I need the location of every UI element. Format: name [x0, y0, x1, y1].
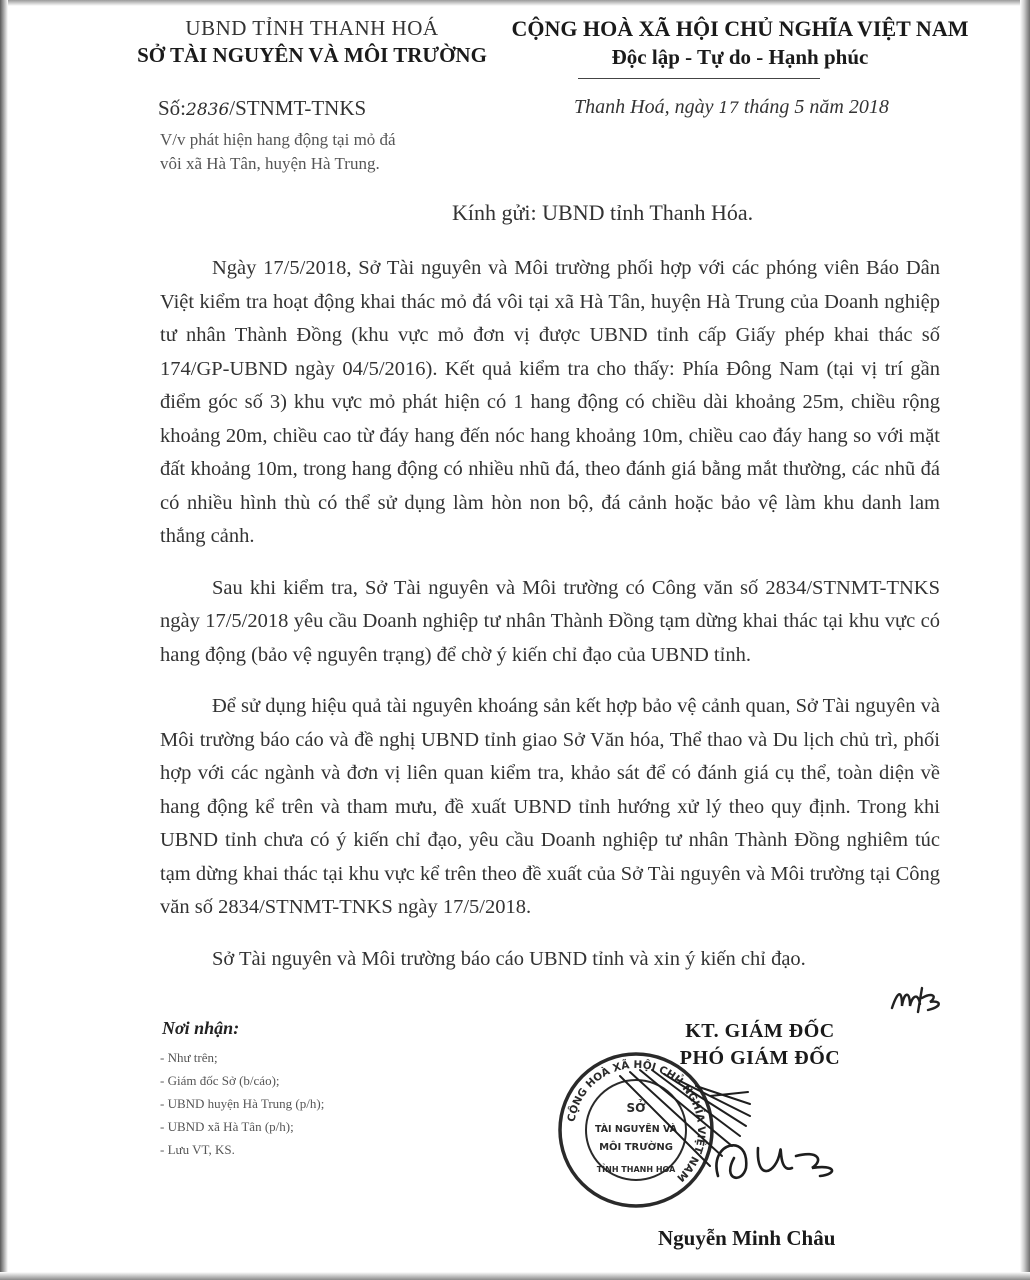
- svg-text:SỞ: SỞ: [626, 1101, 646, 1115]
- recipient-item: - UBND huyện Hà Trung (p/h);: [160, 1096, 325, 1111]
- body-paragraph-3: Để sử dụng hiệu quả tài nguyên khoáng sản kết hợp bảo vệ cảnh quan, Sở Tài nguyên và Môi trường báo cáo và đề nghị UBND tỉnh giao Sở Văn hóa, Thể thao và Du lịch chủ trì, phối hợp với các ngành và đơn vị liên quan kiểm tra, khảo sát để có đánh giá cụ thể, toàn diện về hang động kể trên và tham mưu, đề xuất UBND tỉnh hướng xử lý theo quy định. Trong khi UBND tỉnh chưa có ý kiến chỉ đạo, yêu cầu Doanh nghiệp tư nhân Thành Đồng nghiêm túc tạm dừng khai thác tại khu vực kể trên theo đề xuất của Sở Tài nguyên và Môi trường tại Công văn số 2834/STNMT-TNKS ngày 17/5/2018.: [160, 695, 940, 918]
- signature-authority: KT. GIÁM ĐỐC: [685, 1020, 835, 1042]
- document-number: [158, 96, 366, 121]
- signature-title: PHÓ GIÁM ĐỐC: [679, 1047, 841, 1069]
- svg-text:TỈNH THANH HOÁ: TỈNH THANH HOÁ: [596, 1165, 676, 1174]
- body-paragraph-2: Sau khi kiểm tra, Sở Tài nguyên và Môi trường có Công văn số 2834/STNMT-TNKS ngày 17/5/2018 yêu cầu Doanh nghiệp tư nhân Thành Đồng tạm dừng khai thác tại khu vực có hang động (bảo vệ nguyên trạng) để chờ ý kiến chỉ đạo của UBND tỉnh.: [160, 576, 940, 666]
- recipient-item: - Giám đốc Sở (b/cáo);: [160, 1073, 280, 1088]
- date-suffix: tháng 5 năm 2018: [743, 96, 889, 118]
- nation-motto: Độc lập - Tự do - Hạnh phúc: [611, 45, 869, 69]
- document-date: [574, 96, 889, 119]
- initials-mark: [888, 982, 950, 1016]
- date-day-handwritten: 17: [718, 98, 739, 117]
- body-paragraph-4: Sở Tài nguyên và Môi trường báo cáo UBND tỉnh và xin ý kiến chỉ đạo.: [212, 947, 806, 970]
- doc-number-prefix: Số:: [158, 96, 187, 120]
- national-header: [470, 16, 1010, 70]
- scan-edge-top: [0, 0, 1030, 6]
- document-subject: [160, 128, 396, 176]
- recipients-title: Nơi nhận:: [162, 1018, 240, 1038]
- recipient-item: - Lưu VT, KS.: [160, 1142, 235, 1157]
- motto-underline: [578, 78, 820, 79]
- signer-name: Nguyễn Minh Châu: [658, 1226, 836, 1250]
- body-paragraph-1: Ngày 17/5/2018, Sở Tài nguyên và Môi trường phối hợp với các phóng viên Báo Dân Việt kiểm tra hoạt động khai thác mỏ đá vôi tại xã Hà Tân, huyện Hà Trung của Doanh nghiệp tư nhân Thành Đồng (khu vực mỏ đơn vị được UBND tỉnh cấp Giấy phép khai thác số 174/GP-UBND ngày 04/5/2016). Kết quả kiểm tra cho thấy: Phía Đông Nam (tại vị trí gần điểm góc số 3) khu vực mỏ phát hiện có 1 hang động có chiều dài khoảng 25m, chiều rộng khoảng 20m, chiều cao từ đáy hang đến nóc hang khoảng 10m, chiều cao đáy hang so với mặt đất khoảng 10m, trong hang động có nhiều nhũ đá, theo đánh giá bằng mắt thường, các nhũ đá có nhiều hình thù có thể sử dụng làm hòn non bộ, đá cảnh hoặc bảo vệ làm khu danh lam thắng cảnh.: [160, 257, 940, 547]
- svg-text:CỘNG HOÀ XÃ HỘI CHỦ NGHĨA VIỆT: CỘNG HOÀ XÃ HỘI CHỦ NGHĨA VIỆT NAM: [565, 1058, 708, 1184]
- svg-text:TÀI NGUYÊN VÀ: TÀI NGUYÊN VÀ: [594, 1124, 678, 1135]
- agency-parent: UBND TỈNH THANH HOÁ: [185, 16, 439, 40]
- svg-text:MÔI TRƯỜNG: MÔI TRƯỜNG: [599, 1142, 673, 1153]
- addressee: Kính gửi: UBND tỉnh Thanh Hóa.: [452, 200, 754, 225]
- recipient-item: - Như trên;: [160, 1050, 218, 1065]
- scan-edge-bottom: [0, 1272, 1030, 1280]
- doc-number-suffix: /STNMT-TNKS: [229, 96, 367, 120]
- agency-name: SỞ TÀI NGUYÊN VÀ MÔI TRƯỜNG: [137, 43, 487, 67]
- agency-header: [112, 16, 512, 68]
- document-body: [160, 252, 940, 976]
- doc-number-handwritten: 2836: [186, 100, 230, 120]
- scan-edge-left: [0, 0, 8, 1280]
- date-prefix: Thanh Hoá, ngày: [574, 96, 714, 118]
- recipients-list: [160, 1046, 324, 1161]
- subject-line-2: vôi xã Hà Tân, huyện Hà Trung.: [160, 154, 380, 173]
- scan-edge-right: [1020, 0, 1030, 1280]
- recipient-item: - UBND xã Hà Tân (p/h);: [160, 1119, 294, 1134]
- nation-title: CỘNG HOÀ XÃ HỘI CHỦ NGHĨA VIỆT NAM: [511, 16, 969, 41]
- handwritten-signature: [600, 1056, 840, 1206]
- subject-line-1: V/v phát hiện hang động tại mỏ đá: [160, 130, 396, 149]
